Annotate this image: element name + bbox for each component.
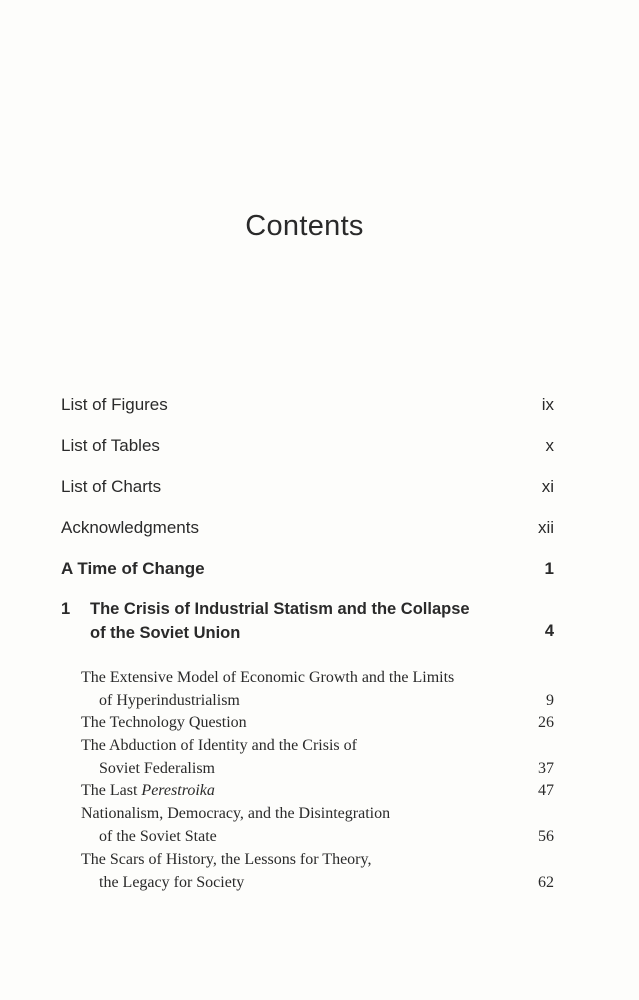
section-title-line-1: The Extensive Model of Economic Growth and the Limits [81,669,455,686]
section-title-line-1: Nationalism, Democracy, and the Disintegration [81,805,391,822]
section-title-line-1: The Abduction of Identity and the Crisis of [81,737,357,754]
page-title: Contents [245,210,364,242]
section-title-italic: Perestroika [141,782,215,799]
section-page: 62 [538,874,554,891]
section-page: 47 [538,782,554,799]
toc-entry-label: A Time of Change [61,559,205,578]
section-page: 56 [538,828,554,845]
toc-entry-page: ix [541,395,554,414]
section-title-line-2: of the Soviet State [99,828,217,845]
section-page: 26 [538,714,554,731]
toc-entry-label: List of Tables [61,436,160,455]
toc-entry-page: x [545,436,554,455]
section-title-line-1 [81,779,215,802]
section-title-line-1: The Technology Question [81,714,247,731]
section-page: 9 [546,692,554,709]
toc-entry-page: xi [541,477,554,496]
chapter-title-line-2: of the Soviet Union [90,624,241,642]
chapter-page: 4 [544,622,554,640]
toc-entry-label: List of Charts [61,477,162,496]
section-title-line-1: The Scars of History, the Lessons for Theory, [81,851,372,868]
section-title-prefix: The Last [81,782,142,799]
section-title-line-2: of Hyperindustrialism [99,692,240,709]
toc-entry-label: Acknowledgments [61,518,199,537]
toc-entry-page: xii [537,518,554,537]
section-page: 37 [538,760,554,777]
toc-entry-page: 1 [544,559,554,578]
chapter-title-line-1: The Crisis of Industrial Statism and the Collapse [90,600,470,618]
toc-entry-label: List of Figures [61,395,168,414]
chapter-number: 1 [61,600,71,618]
section-title-line-2: Soviet Federalism [99,760,215,777]
section-title-line-2: the Legacy for Society [99,874,245,891]
